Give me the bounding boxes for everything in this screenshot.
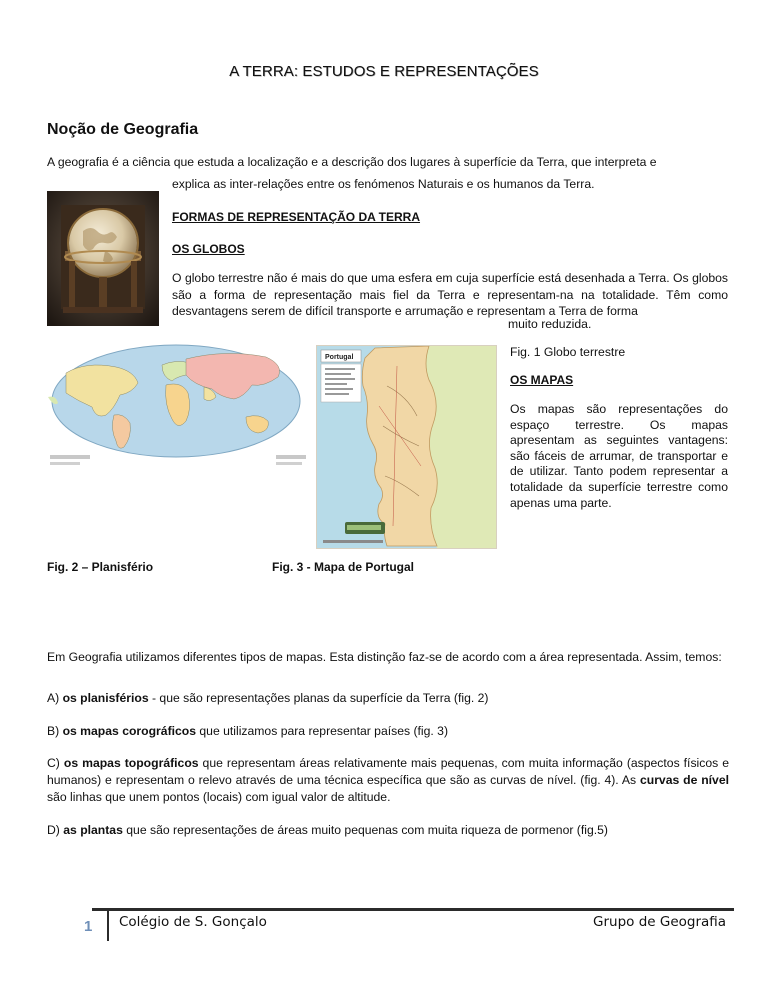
item-c [47, 755, 729, 806]
item-c-prefix: C) [47, 756, 64, 770]
item-d-text: que são representações de áreas muito pequenas com muita riqueza de pormenor (fig.5) [122, 823, 608, 837]
item-a [47, 690, 729, 707]
tipos-intro: Em Geografia utilizamos diferentes tipos de mapas. Esta distinção faz-se de acordo com a área representada. Assim, temos: [47, 650, 722, 664]
page-number: 1 [84, 918, 93, 935]
mapas-body: Os mapas são representações do espaço terrestre. Os mapas apresentam as seguintes vantagens: são fáceis de arrumar, de transportar e de utilizar. Tanto podem representar a totalidade da superfície terrestre como apenas uma parte. [510, 402, 728, 510]
item-c-term: os mapas topográficos [63, 756, 199, 770]
item-a-term: os planisférios [62, 691, 149, 705]
globos-heading: OS GLOBOS [172, 242, 245, 256]
item-c-text: que representam áreas relativamente mais pequenas, com muita informação (aspectos físicos e humanos) e representam o relevo através de uma técnica específica que são as curvas de nível. (fig. 4). As [47, 756, 729, 787]
formas-heading: FORMAS DE REPRESENTAÇÃO DA TERRA [172, 210, 421, 224]
intro-line-1: A geografia é a ciência que estuda a localização e a descrição dos lugares à superfície da Terra, que interpreta e [47, 155, 657, 169]
intro-line-2: explica as inter-relações entre os fenómenos Naturais e os humanos da Terra. [172, 177, 595, 191]
fig1-caption: Fig. 1 Globo terrestre [510, 345, 626, 359]
globos-body: O globo terrestre não é mais do que uma esfera em cuja superfície está desenhada a Terra. Os globos são a forma de representação mais fiel da Terra e representam-na na totalidade. Têm como desvantagens serem de difícil transporte e arrumação e representam a Terra de forma [172, 271, 728, 319]
world-map-image [36, 337, 319, 475]
item-a-text: - que são representações planas da superfície da Terra (fig. 2) [148, 691, 489, 705]
fig2-caption: Fig. 2 – Planisfério [47, 560, 154, 574]
portugal-map-image [316, 345, 497, 549]
item-b [47, 723, 729, 740]
item-c-text-2: são linhas que unem pontos (locais) com igual valor de altitude. [47, 790, 391, 804]
item-d-term: as plantas [63, 823, 123, 837]
item-b-term: os mapas corográficos [62, 724, 197, 738]
fig3-caption: Fig. 3 - Mapa de Portugal [272, 560, 415, 574]
footer-divider [107, 911, 109, 941]
item-b-prefix: B) [47, 724, 63, 738]
globe-image [47, 191, 159, 326]
footer-rule [92, 908, 734, 911]
item-b-text: que utilizamos para representar países (fig. 3) [196, 724, 449, 738]
mapas-heading: OS MAPAS [510, 373, 574, 387]
footer-group: Grupo de Geografia [593, 914, 727, 930]
footer-school: Colégio de S. Gonçalo [119, 914, 267, 930]
item-d [47, 822, 729, 839]
item-d-prefix: D) [47, 823, 64, 837]
section-heading: Noção de Geografia [47, 121, 199, 138]
item-c-term-2: curvas de nível [639, 773, 729, 787]
item-a-prefix: A) [47, 691, 63, 705]
portugal-map-label: Portugal [325, 354, 354, 361]
globos-body-end: muito reduzida. [508, 317, 592, 331]
page-title: A TERRA: ESTUDOS E REPRESENTAÇÕES [229, 63, 539, 80]
